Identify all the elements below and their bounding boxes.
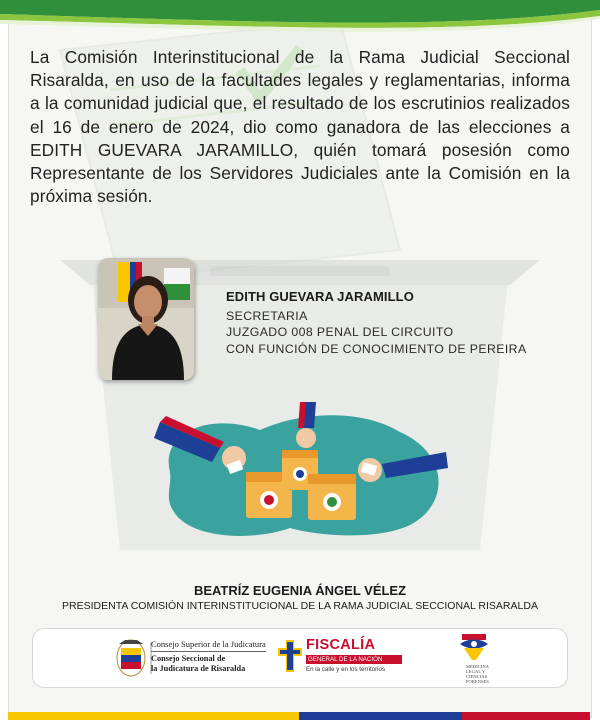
winner-position: SECRETARIA — [226, 309, 308, 323]
voting-hands-illustration — [150, 402, 450, 542]
mlcf-line1: MEDICINA — [466, 664, 489, 669]
winner-photo — [98, 258, 194, 380]
fiscalia-logo — [306, 638, 416, 673]
csj-title: Consejo Superior de la Judicatura — [151, 639, 266, 652]
winner-office: JUZGADO 008 PENAL DEL CIRCUITO — [226, 325, 454, 340]
fiscalia-name: FISCALÍA — [306, 637, 376, 653]
fiscalia-subtitle: GENERAL DE LA NACIÓN — [306, 655, 402, 664]
winner-name: EDITH GUEVARA JARAMILLO — [226, 289, 414, 304]
mlcf-line3: CIENCIAS — [466, 674, 488, 679]
winner-info — [226, 289, 586, 357]
mlcf-line4: FORENSES — [466, 679, 489, 684]
stripe-red — [462, 712, 590, 720]
fiscalia-shield-icon — [278, 640, 302, 672]
stripe-yellow — [8, 712, 299, 720]
csj-seccional-line2: la Judicatura de Risaralda — [151, 664, 246, 673]
mlcf-line2: LEGAL Y — [466, 669, 486, 674]
fiscalia-slogan: En la calle y en los territorios — [306, 666, 386, 673]
medicina-legal-text — [466, 664, 489, 684]
csj-text-block — [151, 639, 266, 674]
stripe-blue — [299, 712, 462, 720]
president-title: PRESIDENTA COMISIÓN INTERINSTITUCIONAL DE LA RAMA JUDICIAL SECCIONAL RISARALDA — [62, 600, 538, 612]
announcement-text: La Comisión Interinstitucional de la Rama Judicial Seccional Risaralda, en uso de la facultades legales y reglamentarias, informa a la comunidad judicial que, el resultado de los escrutinios realizados el 16 de enero de 2024, dio como ganadora de las elecciones a EDITH GUEVARA JARAMILLO, quién tomará posesión como Representante de los Servidores Judiciales ante la Comisión en la próxima sesión. — [30, 47, 570, 207]
csj-seccional-line1: Consejo Seccional de — [151, 654, 226, 663]
president-name: BEATRÍZ EUGENIA ÁNGEL VÉLEZ — [193, 583, 407, 598]
flag-color-stripe — [8, 712, 590, 720]
winner-function: CON FUNCIÓN DE CONOCIMIENTO DE PEREIRA — [226, 341, 527, 356]
